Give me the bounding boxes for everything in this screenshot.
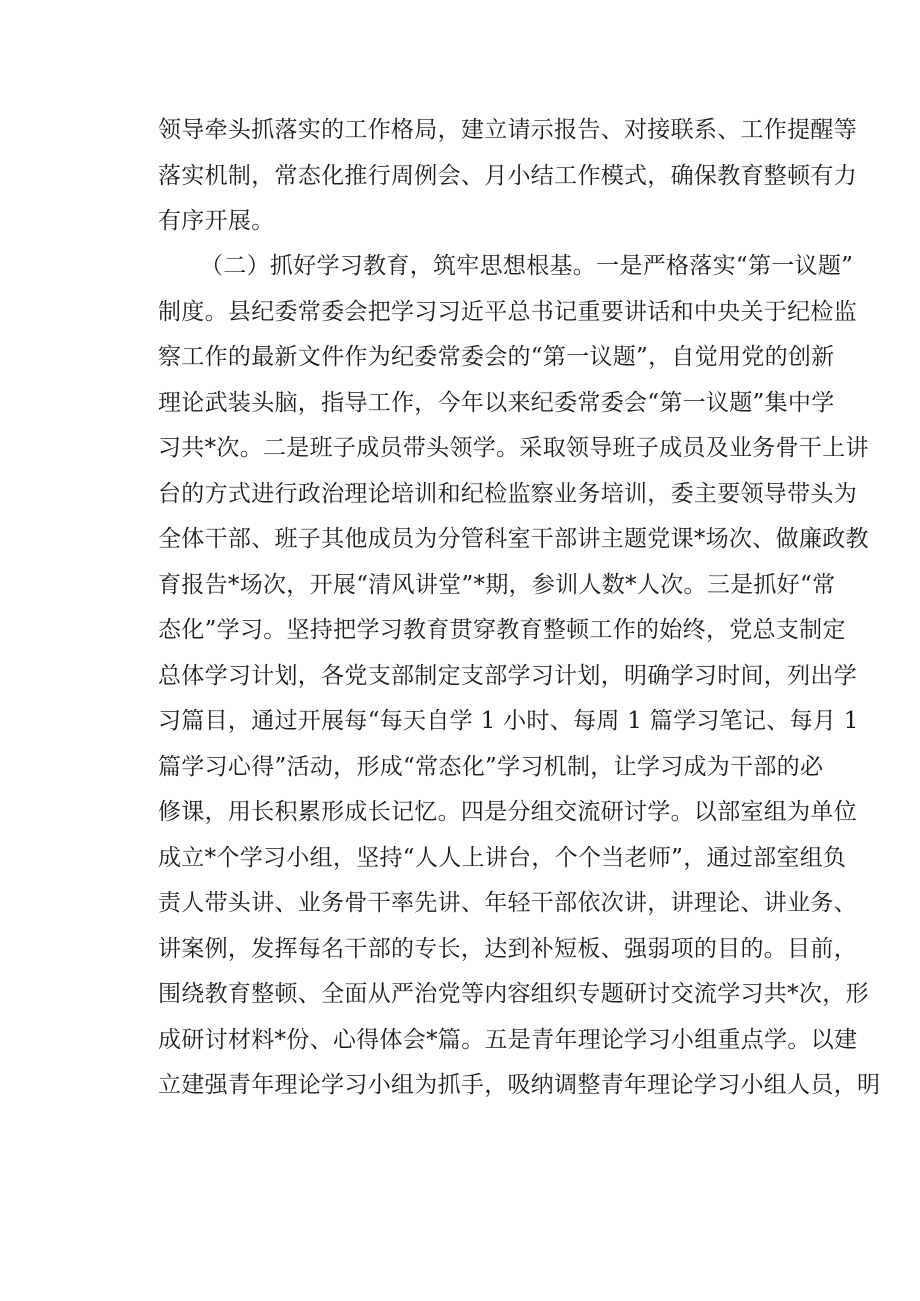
text-line: 习共*次。二是班子成员带头领学。采取领导班子成员及业务骨干上讲 [158, 435, 869, 461]
text-line: 理论武装头脑，指导工作，今年以来纪委常委会“第一议题”集中学 [158, 389, 835, 416]
text-line: 制度。县纪委常委会把学习习近平总书记重要讲话和中央关于纪检监 [158, 298, 857, 325]
text-line: 成研讨材料*份、心得体会*篇。五是青年理论学习小组重点学。以建 [158, 1026, 858, 1053]
text-line: 围绕教育整顿、全面从严治党等内容组织专题研讨交流学习共*次，形 [158, 981, 869, 1007]
text-line: 领导牵头抓落实的工作格局，建立请示报告、对接联系、工作提醒等 [158, 117, 857, 143]
text-line: 立建强青年理论学习小组为抓手，吸纳调整青年理论学习小组人员，明 [158, 1072, 881, 1098]
text-line: 成立*个学习小组，坚持“人人上讲台，个个当老师”，通过部室组负 [158, 844, 847, 871]
text-line: 修课，用长积累形成长记忆。四是分组交流研讨学。以部室组为单位 [158, 799, 857, 825]
text-line [158, 1154, 798, 1200]
text-line-heading: （二）抓好学习教育，筑牢思想根基。一是严格落实“第一议题” [200, 253, 854, 279]
text-line: 台的方式进行政治理论培训和纪检监察业务培训，委主要领导带头为 [158, 480, 857, 507]
text-line [158, 1109, 798, 1155]
text-line: 落实机制，常态化推行周例会、月小结工作模式，确保教育整顿有力 [158, 162, 857, 189]
text-line: 察工作的最新文件作为纪委常委会的“第一议题”，自觉用党的创新 [158, 344, 835, 370]
text-line: 有序开展。 [158, 208, 275, 234]
text-line: 责人带头讲、业务骨干率先讲、年轻干部依次讲，讲理论、讲业务、 [158, 890, 857, 916]
text-line: 习篇目，通过开展每“每天自学 1 小时、每周 1 篇学习笔记、每月 1 [158, 708, 859, 734]
paragraph-study-education [158, 244, 881, 1200]
text-line: 篇学习心得”活动，形成“常态化”学习机制，让学习成为干部的必 [158, 753, 824, 780]
text-line: 讲案例，发挥每名干部的专长，达到补短板、强弱项的目的。目前， [158, 935, 857, 962]
text-line: 态化”学习。坚持把学习教育贯穿教育整顿工作的始终，党总支制定 [158, 617, 846, 643]
text-line: 全体干部、班子其他成员为分管科室干部讲主题党课*场次、做廉政教 [158, 526, 869, 552]
text-line: 总体学习计划，各党支部制定支部学习计划，明确学习时间，列出学 [158, 662, 857, 689]
text-line: 育报告*场次，开展“清风讲堂”*期，参训人数*人次。三是抓好“常 [158, 571, 836, 598]
paragraph-continued [158, 108, 857, 245]
